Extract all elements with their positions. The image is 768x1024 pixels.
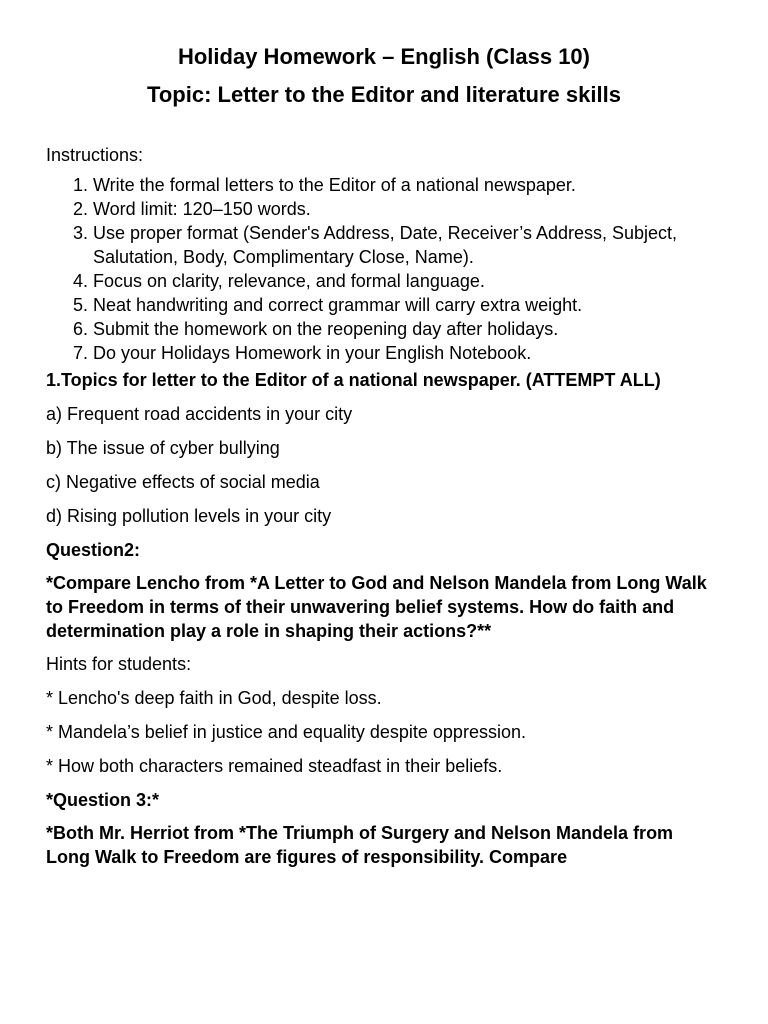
instructions-label: Instructions: (46, 145, 144, 165)
instruction-item: 6. Submit the homework on the reopening day after holidays. (93, 317, 722, 341)
instruction-item: 1. Write the formal letters to the Editor of a national newspaper. (93, 173, 722, 197)
instruction-item: 5. Neat handwriting and correct grammar will carry extra weight. (93, 293, 722, 317)
question2-label: Question2: (46, 540, 141, 560)
topic-item: b) The issue of cyber bullying (46, 438, 280, 458)
topic-item: d) Rising pollution levels in your city (46, 506, 332, 526)
topic-item: c) Negative effects of social media (46, 472, 320, 492)
instructions-list (46, 173, 722, 365)
hint-item: * Lencho's deep faith in God, despite loss. (46, 688, 382, 708)
instruction-item: 7. Do your Holidays Homework in your English Notebook. (93, 341, 722, 365)
hint-item: * How both characters remained steadfast in their beliefs. (46, 756, 503, 776)
document-topic: Topic: Letter to the Editor and literature skills (147, 82, 621, 107)
question3-label: *Question 3:* (46, 790, 160, 810)
instruction-item: 2. Word limit: 120–150 words. (93, 197, 722, 221)
question2-text: *Compare Lencho from *A Letter to God and Nelson Mandela from Long Walk to Freedom in terms of their unwavering belief systems. How do faith and determination play a role in shaping their actions?** (46, 573, 707, 641)
question1-heading: 1.Topics for letter to the Editor of a national newspaper. (ATTEMPT ALL) (46, 370, 661, 390)
document-title: Holiday Homework – English (Class 10) (177, 44, 590, 69)
topic-item: a) Frequent road accidents in your city (46, 404, 353, 424)
question3-text: *Both Mr. Herriot from *The Triumph of Surgery and Nelson Mandela from Long Walk to Freedom are figures of responsibility. Compare (46, 823, 674, 867)
hints-label: Hints for students: (46, 654, 192, 674)
instruction-item: 3. Use proper format (Sender's Address, Date, Receiver’s Address, Subject, Salutation, Body, Complimentary Close, Name). (93, 221, 722, 269)
hint-item: * Mandela’s belief in justice and equality despite oppression. (46, 722, 526, 742)
instruction-item: 4. Focus on clarity, relevance, and formal language. (93, 269, 722, 293)
